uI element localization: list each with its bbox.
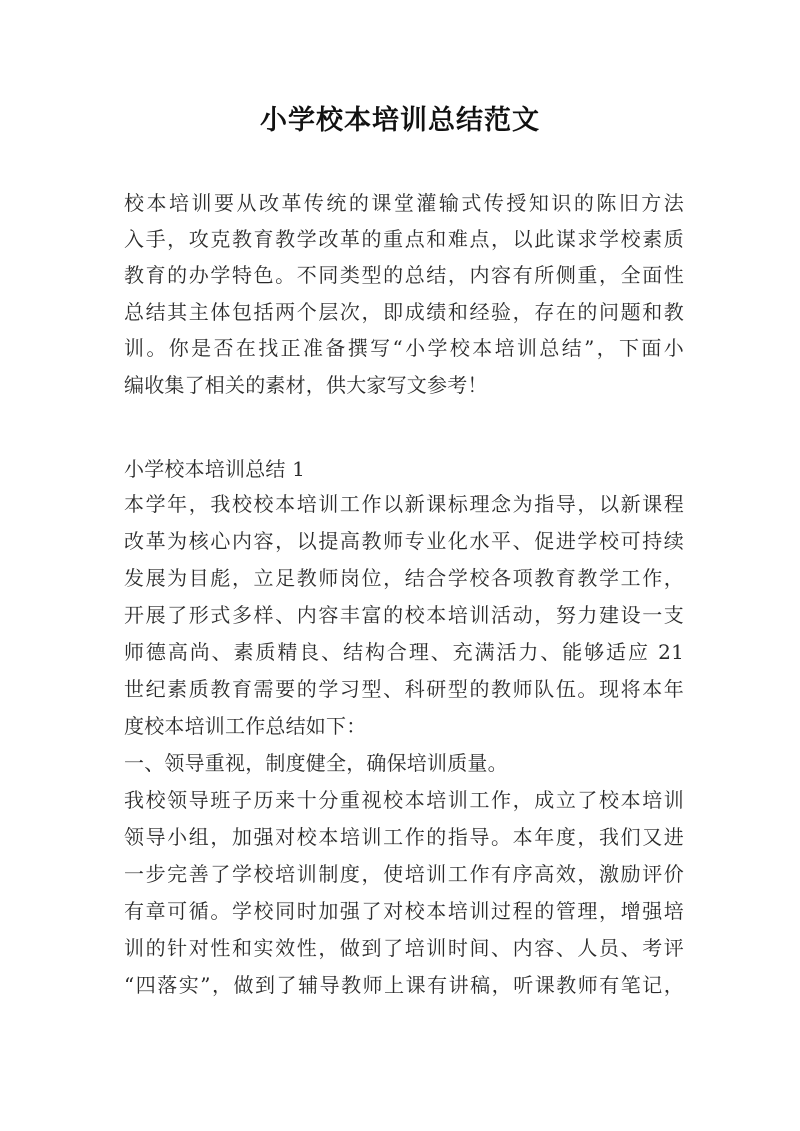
body-line: 改革为核心内容，以提高教师专业化水平、促进学校可持续 xyxy=(124,529,684,553)
body-line: “四落实”，做到了辅导教师上课有讲稿，听课教师有笔记， xyxy=(124,973,684,997)
intro-line: 入手，攻克教育教学改革的重点和难点，以此谋求学校素质 xyxy=(124,227,684,251)
intro-line: 教育的办学特色。不同类型的总结，内容有所侧重，全面性 xyxy=(124,263,684,287)
intro-line: 校本培训要从改革传统的课堂灌输式传授知识的陈旧方法 xyxy=(124,191,684,215)
body-line: 一步完善了学校培训制度，使培训工作有序高效，激励评价 xyxy=(124,862,684,886)
body-line: 开展了形式多样、内容丰富的校本培训活动，努力建设一支 xyxy=(124,603,684,627)
body-line: 度校本培训工作总结如下： xyxy=(124,714,367,738)
document-title: 小学校本培训总结范文 xyxy=(260,105,540,136)
section-heading: 小学校本培训总结 1 xyxy=(124,457,306,481)
body-line: 领导小组，加强对校本培训工作的指导。本年度，我们又进 xyxy=(124,825,684,849)
body-line: 有章可循。学校同时加强了对校本培训过程的管理，增强培 xyxy=(124,899,684,923)
body-line: 世纪素质教育需要的学习型、科研型的教师队伍。现将本年 xyxy=(124,677,684,701)
body-line: 我校领导班子历来十分重视校本培训工作，成立了校本培训 xyxy=(124,788,684,812)
body-line: 师德高尚、素质精良、结构合理、充满活力、能够适应 21 xyxy=(124,640,684,664)
intro-line: 编收集了相关的素材，供大家写文参考！ xyxy=(124,373,488,397)
body-line: 发展为目彪，立足教师岗位，结合学校各项教育教学工作， xyxy=(124,566,684,590)
intro-line: 总结其主体包括两个层次，即成绩和经验，存在的问题和教 xyxy=(124,300,684,324)
intro-line: 训。你是否在找正准备撰写“小学校本培训总结”，下面小 xyxy=(124,336,684,360)
body-line: 本学年，我校校本培训工作以新课标理念为指导，以新课程 xyxy=(124,492,684,516)
body-line: 训的针对性和实效性，做到了培训时间、内容、人员、考评 xyxy=(124,936,684,960)
subheading: 一、领导重视，制度健全，确保培训质量。 xyxy=(124,751,508,775)
